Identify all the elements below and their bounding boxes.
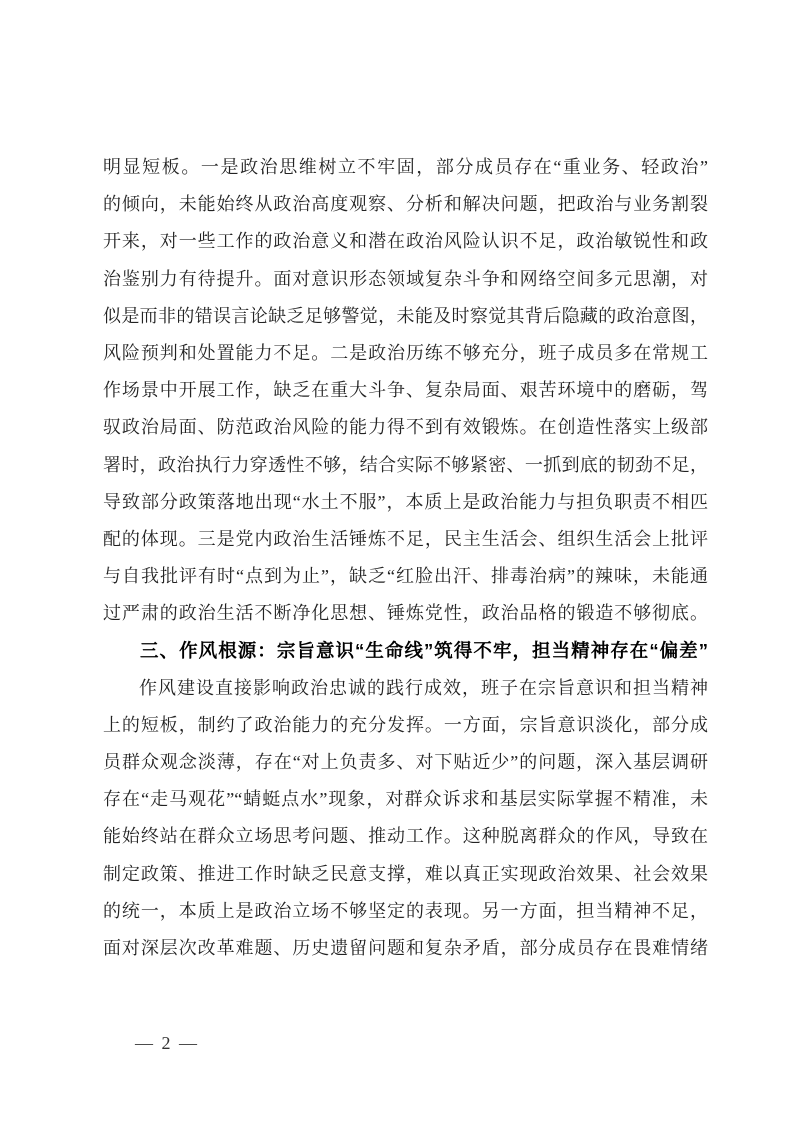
text-line: 作场景中开展工作，缺乏在重大斗争、复杂局面、艰苦环境中的磨砺，驾 [103, 380, 708, 401]
section-heading: 三、作风根源：宗旨意识“生命线”筑得不牢，担当精神存在“偏差” [140, 640, 708, 662]
text-line: 能始终站在群众立场思考问题、推动工作。这种脱离群众的作风，导致在 [103, 826, 708, 847]
text-line: 制定政策、推进工作时缺乏民意支撑，难以真正实现政治效果、社会效果 [103, 863, 708, 884]
document-body [103, 149, 708, 967]
text-line: 存在“走马观花”“蜻蜓点水”现象，对群众诉求和基层实际掌握不精准，未 [103, 789, 708, 810]
text-line: 过严肃的政治生活不断净化思想、锤炼党性，政治品格的锻造不够彻底。 [103, 603, 708, 624]
text-line: 开来，对一些工作的政治意义和潜在政治风险认识不足，政治敏锐性和政 [103, 231, 708, 252]
text-line: 面对深层次改革难题、历史遗留问题和复杂矛盾，部分成员存在畏难情绪 [103, 937, 708, 958]
text-line: 员群众观念淡薄，存在“对上负责多、对下贴近少”的问题，深入基层调研 [103, 752, 708, 772]
text-line: 的倾向，未能始终从政治高度观察、分析和解决问题，把政治与业务割裂 [103, 194, 708, 215]
text-line: 配的体现。三是党内政治生活锤炼不足，民主生活会、组织生活会上批评 [103, 528, 708, 549]
text-line: 与自我批评有时“点到为止”，缺乏“红脸出汗、排毒治病”的辣味，未能通 [103, 566, 708, 587]
page-number: — 2 — [135, 1033, 197, 1053]
text-line: 驭政治局面、防范政治风险的能力得不到有效锻炼。在创造性落实上级部 [103, 417, 708, 438]
text-line: 署时，政治执行力穿透性不够，结合实际不够紧密、一抓到底的韧劲不足， [103, 454, 708, 475]
text-line: 风险预判和处置能力不足。二是政治历练不够充分，班子成员多在常规工 [103, 342, 708, 363]
text-line: 导致部分政策落地出现“水土不服”，本质上是政治能力与担负职责不相匹 [103, 491, 708, 512]
text-line: 作风建设直接影响政治忠诚的践行成效，班子在宗旨意识和担当精神 [139, 677, 708, 698]
text-line: 的统一，本质上是政治立场不够坚定的表现。另一方面，担当精神不足， [103, 900, 708, 921]
text-line: 似是而非的错误言论缺乏足够警觉，未能及时察觉其背后隐藏的政治意图， [103, 305, 708, 326]
text-line: 治鉴别力有待提升。面对意识形态领域复杂斗争和网络空间多元思潮，对 [103, 268, 708, 289]
text-line: 明显短板。一是政治思维树立不牢固，部分成员存在“重业务、轻政治” [103, 157, 708, 177]
text-line: 上的短板，制约了政治能力的充分发挥。一方面，宗旨意识淡化，部分成 [103, 714, 708, 735]
